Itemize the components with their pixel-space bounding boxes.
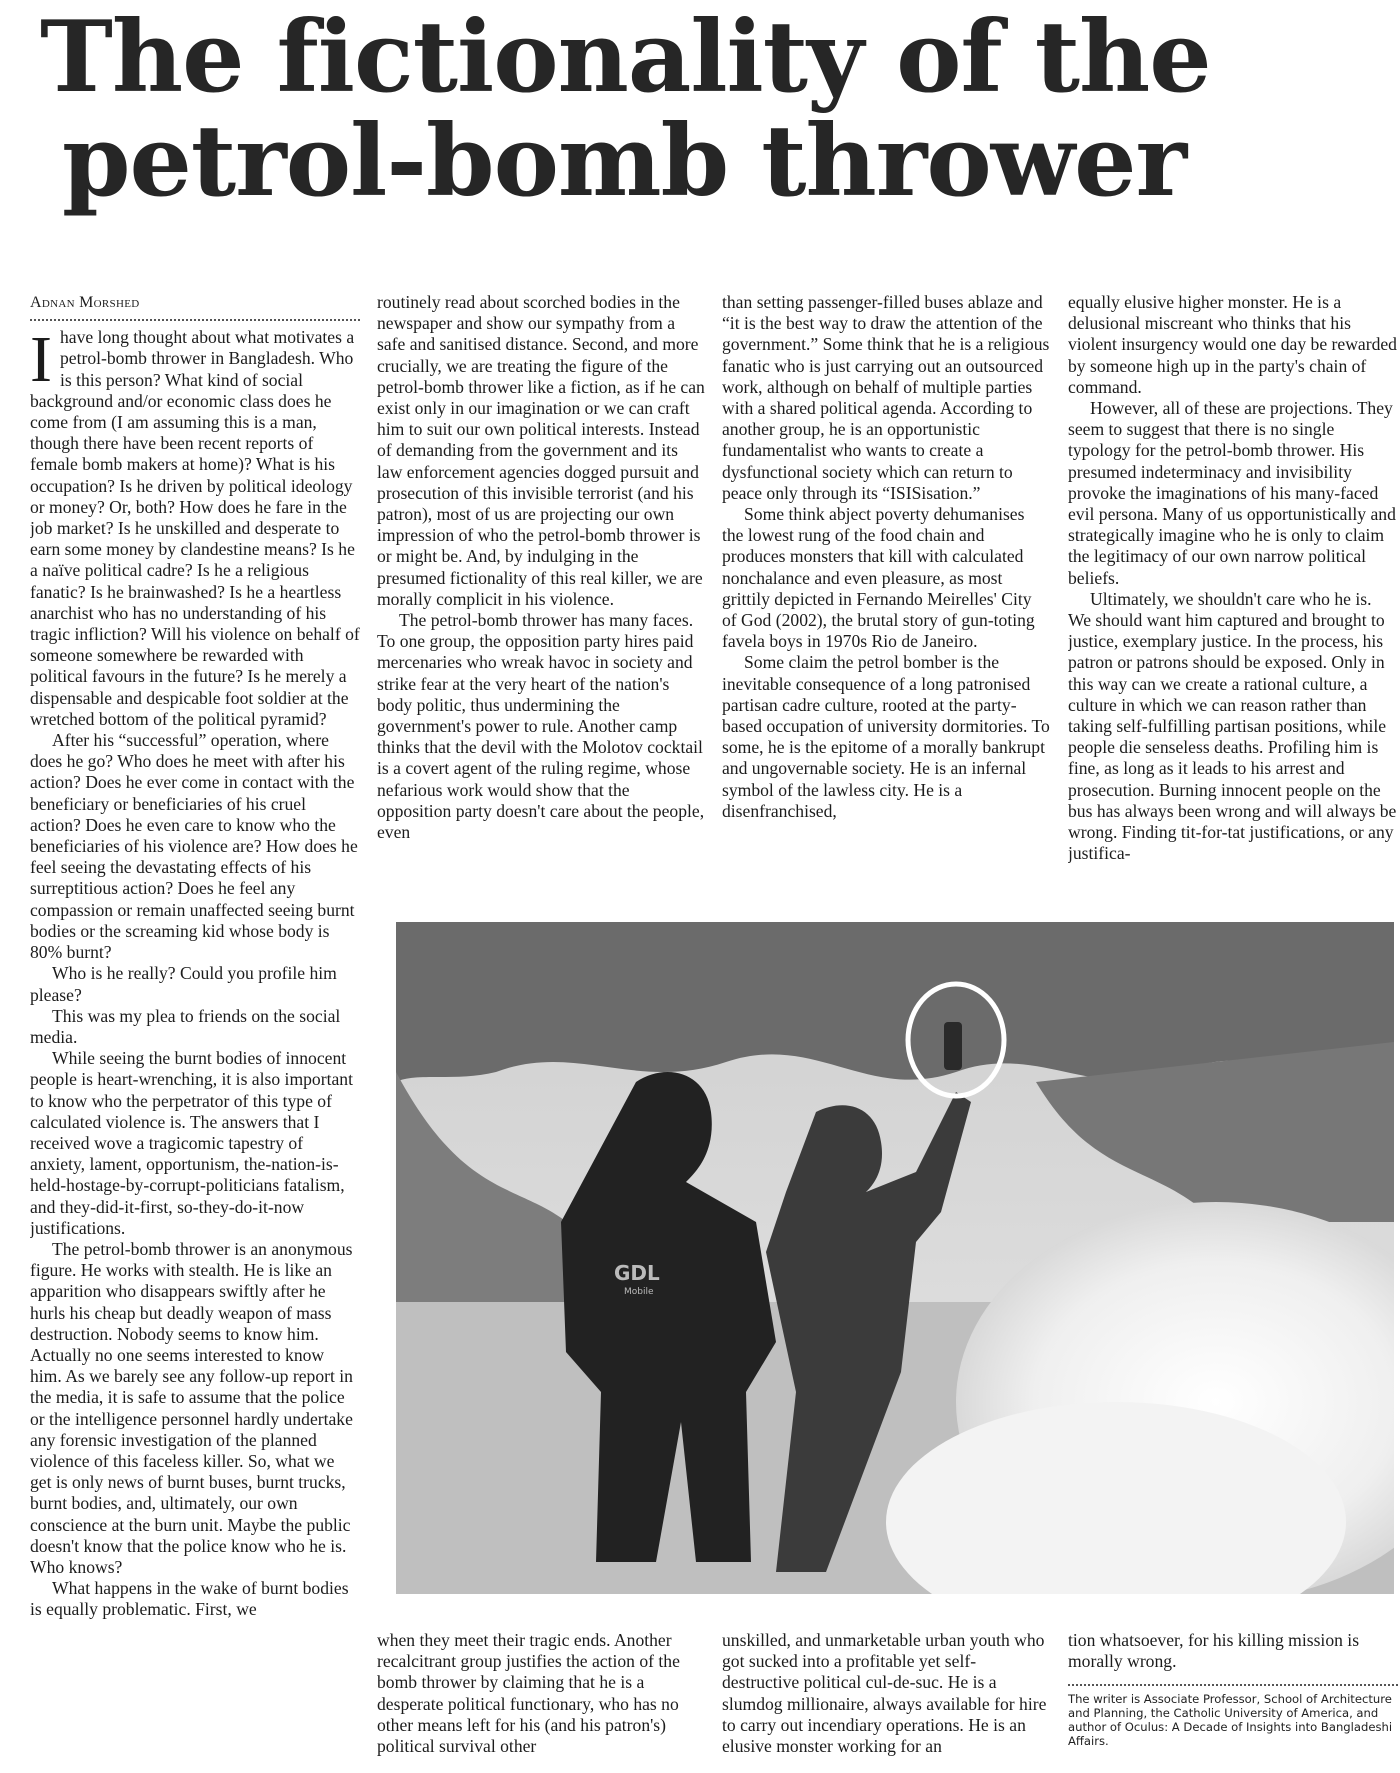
paragraph: While seeing the burnt bodies of innocent people is heart-wrenching, it is also important to know who the perpetrator of this type of calculated violence is. The answers that I received wove a tragicomic tapestry of anxiety, lament, opportunism, the-nation-is-held-hostage-by-corrupt-politicians fatalism, and they-did-it-first, so-they-do-it-now justifications. <box>30 1048 353 1238</box>
headline-line-1: The fictionality of the <box>40 0 1211 115</box>
column-3-top <box>722 292 1050 897</box>
paragraph: than setting passenger-filled buses ablaze and “it is the best way to draw the attention of the government.” Some think that he is a religious fanatic who is just carrying out an outsourced work, although on behalf of multiple parties with a shared political agenda. According to another group, he is an opportunistic fundamentalist who wants to create a dysfunctional society which can return to peace only through its “ISISisation.” <box>722 292 1050 503</box>
author-note: The writer is Associate Professor, School of Architecture and Planning, the Catholic University of America, and author of Oculus: A Decade of Insights into Bangladeshi Affairs. <box>1068 1684 1398 1748</box>
column-4-bottom <box>1068 1630 1398 1680</box>
paragraph: routinely read about scorched bodies in the newspaper and show our sympathy from a safe and sanitised distance. Second, and more crucially, we are treating the figure of the petrol-bomb thrower like a fiction, as if he can exist only in our imagination or we can craft him to suit our own political interests. Instead of demanding from the government and its law enforcement agencies dogged pursuit and prosecution of this invisible terrorist (and his patron), most of us are projecting our own impression of who the petrol-bomb thrower is or might be. And, by indulging in the presumed fictionality of this real killer, we are morally complicit in his violence. <box>377 292 705 609</box>
headline-line-2: petrol-bomb thrower <box>62 104 1187 219</box>
paragraph: The petrol-bomb thrower has many faces. To one group, the opposition party hires paid mercenaries who wreak havoc in society and strike fear at the very heart of the nation's body politic, thus undermining the government's power to rule. Another camp thinks that the devil with the Molotov cocktail is a covert agent of the ruling regime, whose nefarious work would show that the opposition party doesn't care about the people, even <box>377 610 705 843</box>
news-photo <box>396 922 1394 1594</box>
paragraph: equally elusive higher monster. He is a delusional miscreant who thinks that his violent insurgency would one day be rewarded by someone high up in the party's chain of command. <box>1068 292 1397 397</box>
drop-cap: I <box>30 323 52 397</box>
paragraph: when they meet their tragic ends. Another recalcitrant group justifies the action of the bomb thrower by claiming that he is a desperate political functionary, who has no other means left for his (and his patron's) political survival other <box>377 1630 680 1757</box>
paragraph: However, all of these are projections. They seem to suggest that there is no single typology for the petrol-bomb thrower. His presumed indeterminacy and invisibility provoke the imaginations of his many-faced evil persona. Many of us opportunistically and strategically imagine who he is only to claim the legitimacy of our own narrow political beliefs. <box>1068 398 1396 588</box>
headline <box>40 0 1380 219</box>
column-3-bottom <box>722 1630 1050 1770</box>
byline: Adnan Morshed <box>30 292 360 321</box>
column-1 <box>30 292 360 1770</box>
column-2-bottom <box>377 1630 705 1770</box>
paragraph: unskilled, and unmarketable urban youth who got sucked into a profitable yet self-destructive political cul-de-suc. He is a slumdog millionaire, always available for hire to carry out incendiary operations. He is an elusive monster working for an <box>722 1630 1047 1757</box>
photo-trees <box>396 922 1394 1082</box>
paragraph: Some think abject poverty dehumanises the lowest rung of the food chain and produces monsters that kill with calculated nonchalance and even pleasure, as most grittily depicted in Fernando Meirelles' City of God (2002), the brutal story of gun-toting favela boys in 1970s Rio de Janeiro. <box>722 504 1035 652</box>
photo-bottle <box>944 1022 962 1070</box>
paragraph: Ultimately, we shouldn't care who he is. We should want him captured and brought to justice, exemplary justice. In the process, his patron or patrons should be exposed. Only in this way can we create a rational culture, a culture in which we can reason rather than taking self-fulfilling partisan positions, while people die senseless deaths. Profiling him is fine, as long as it leads to his arrest and prosecution. Burning innocent people on the bus has always been wrong and will always be wrong. Finding tit-for-tat justifications, or any justifica- <box>1068 588 1397 864</box>
paragraph-text: have long thought about what motivates a petrol-bomb thrower in Bangladesh. Who is this person? What kind of social background and/or economic class does he come from (I am assuming this is a man, though there have been recent reports of female bomb makers at home)? What is his occupation? Is he driven by political ideology or money? Or, both? How does he fare in the job market? Is he unskilled and desperate to earn some money by clandestine means? Is he a naïve political cadre? Is he a religious fanatic? Is he brainwashed? Is he a heartless anarchist who has no understanding of his tragic infliction? Will his violence on behalf of someone somewhere be rewarded with political favours in the future? Is he merely a dispensable and despicable foot soldier at the wretched bottom of the political pyramid? <box>30 327 360 729</box>
paragraph: tion whatsoever, for his killing mission is morally wrong. <box>1068 1630 1360 1672</box>
paragraph <box>30 323 360 730</box>
photo-shirt-subtext: Mobile <box>624 1287 654 1297</box>
paragraph: Some claim the petrol bomber is the inevitable consequence of a long patronised partisan cadre culture, rooted at the party-based occupation of university dormitories. To some, he is the epitome of a morally bankrupt and ungovernable society. He is an infernal symbol of the lawless city. He is a disenfranchised, <box>722 652 1050 821</box>
photo-shirt-text: GDL <box>614 1261 660 1285</box>
column-4-top <box>1068 292 1398 897</box>
paragraph: The petrol-bomb thrower is an anonymous figure. He works with stealth. He is like an apparition who disappears swiftly after he hurls his cheap but deadly weapon of mass destruction. Nobody seems to know him. Actually no one seems interested to know him. As we barely see any follow-up report in the media, it is safe to assume that the police or the intelligence personnel hardly undertake any forensic investigation of the planned violence of this faceless killer. So, what we get is only news of burnt buses, burnt trucks, burnt bodies, and, ultimately, our own conscience at the burn unit. Maybe the public doesn't know that the police know who he is. Who knows? <box>30 1238 353 1577</box>
paragraph: After his “successful” operation, where does he go? Who does he meet with after his action? Does he ever come in contact with the beneficiary or beneficiaries of his cruel action? Does he even care to know who the beneficiaries of his violence are? How does he feel seeing the devastating effects of his surreptitious action? Does he feel any compassion or remain unaffected seeing burnt bodies or the screaming kid whose body is 80% burnt? <box>30 730 358 963</box>
paragraph: Who is he really? Could you profile him please? <box>30 963 337 1005</box>
paragraph: What happens in the wake of burnt bodies is equally problematic. First, we <box>30 1578 349 1620</box>
column-2-top <box>377 292 705 897</box>
paragraph: This was my plea to friends on the social media. <box>30 1005 341 1047</box>
photo-illustration <box>396 922 1394 1594</box>
